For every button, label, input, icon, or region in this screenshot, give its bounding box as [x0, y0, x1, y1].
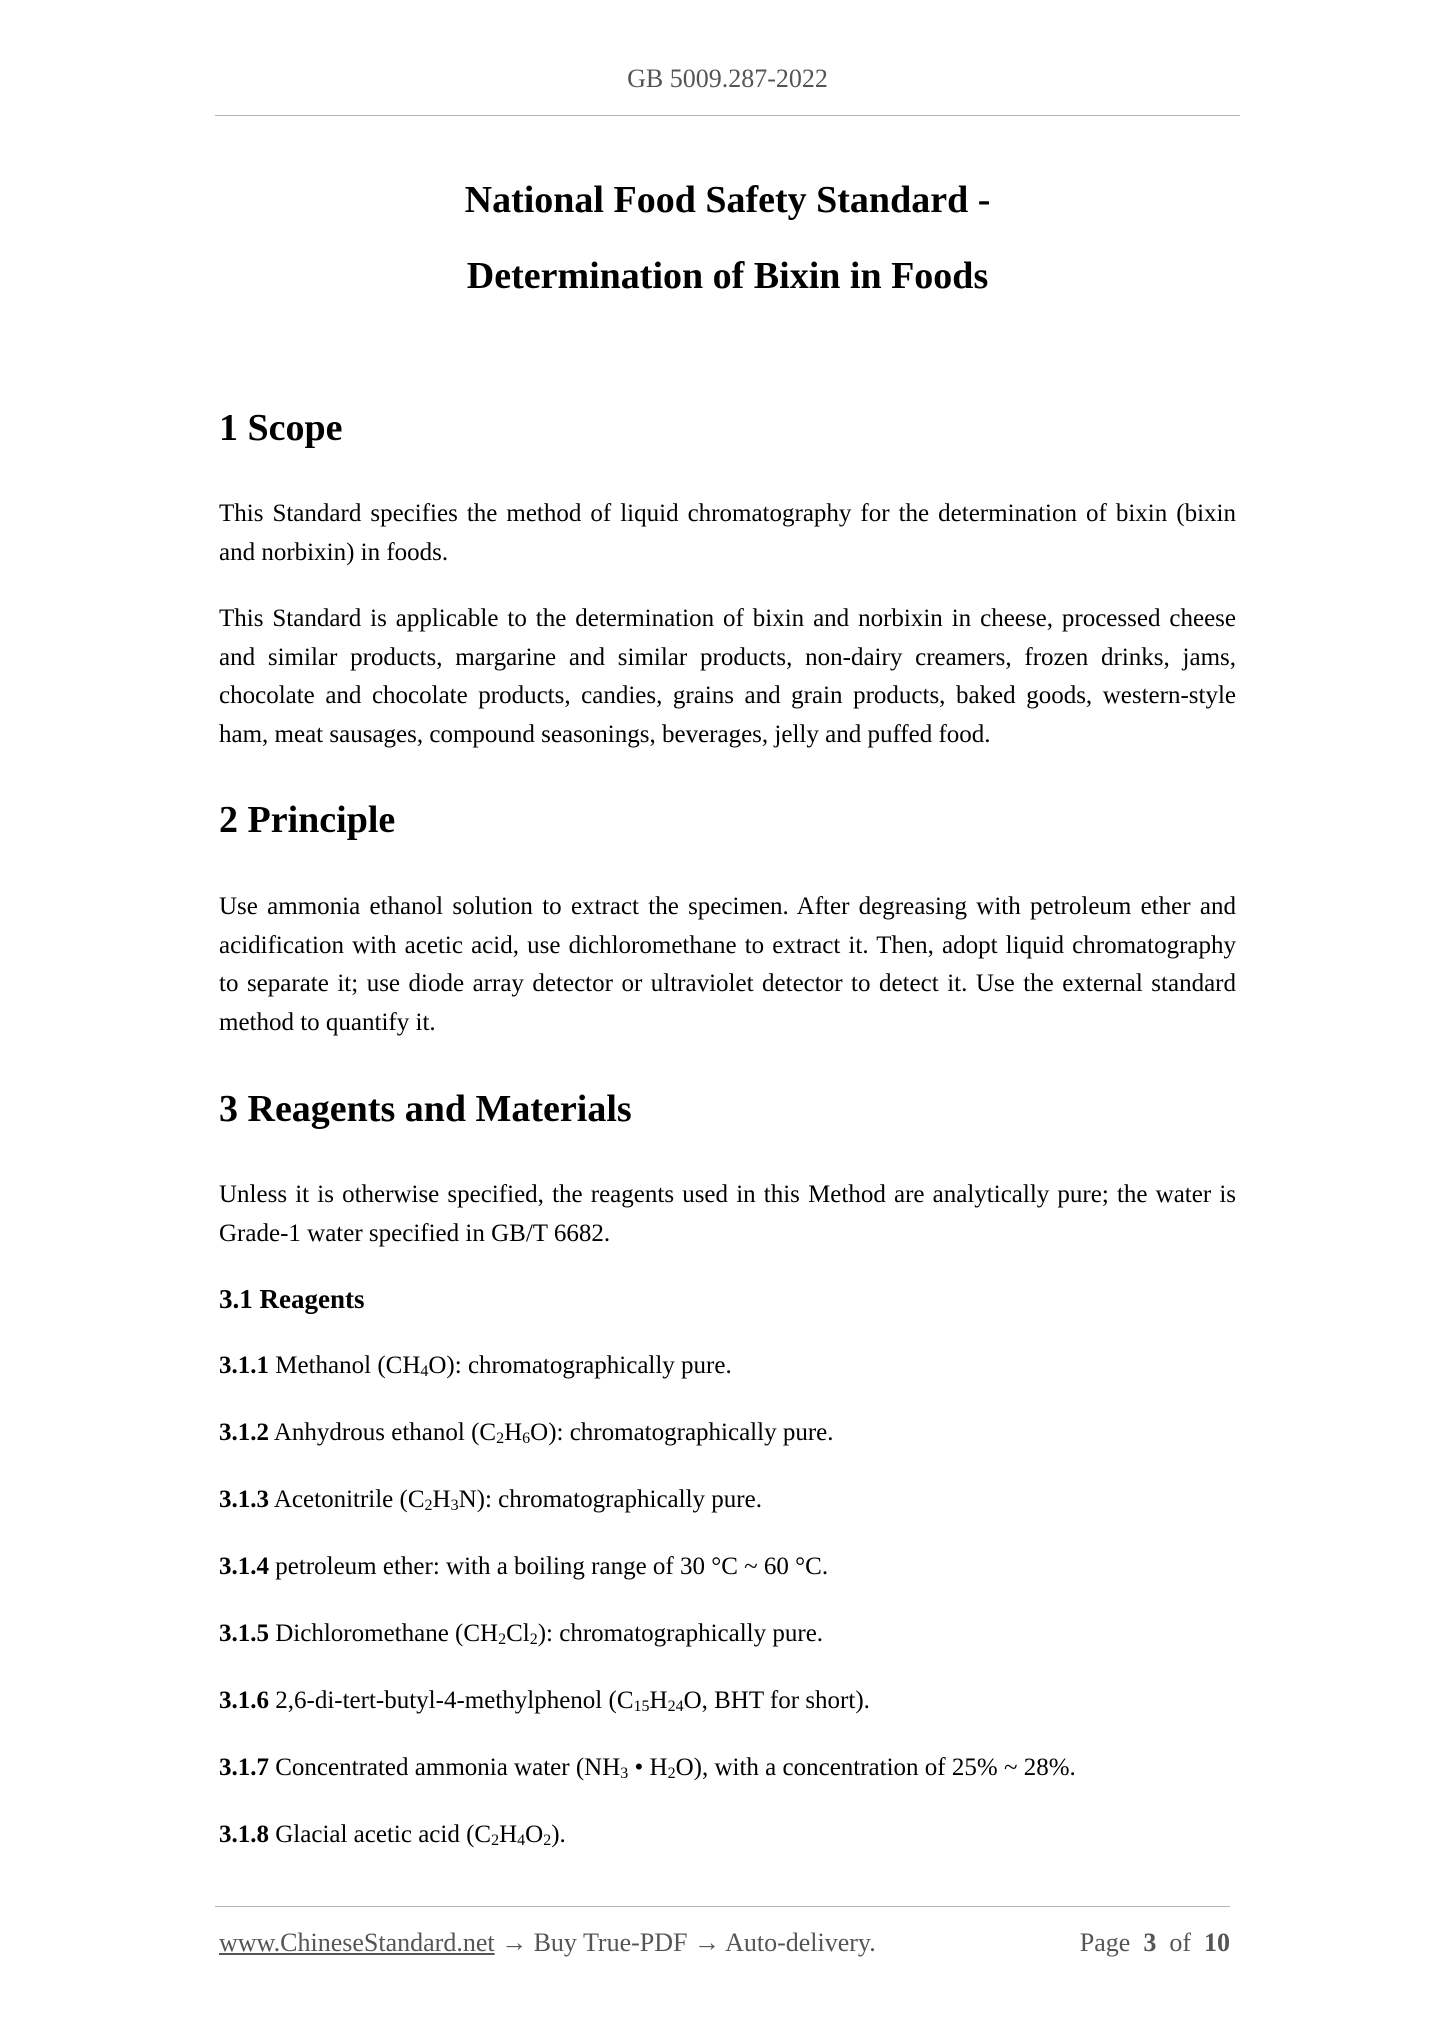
reagent-item: 3.1.5 Dichloromethane $(CH_2Cl_2)$: chromatographically pure. [219, 1620, 824, 1648]
document-title-line-2: Determination of Bixin in Foods [466, 255, 989, 297]
item-number: 3.1.1 [219, 1352, 269, 1379]
website-link[interactable]: www.ChineseStandard.net [219, 1928, 495, 1957]
item-number: 3.1.2 [219, 1419, 269, 1446]
footer-divider [215, 1906, 1230, 1907]
arrow-icon: → [687, 1928, 726, 1957]
reagent-item: 3.1.2 Anhydrous ethanol $(C_2H_6O)$: chromatographically pure. [219, 1419, 834, 1447]
item-number: 3.1.5 [219, 1620, 269, 1647]
reagent-item: 3.1.3 Acetonitrile $(C_2H_3N)$: chromatographically pure. [219, 1486, 762, 1514]
reagents-intro-paragraph: Unless it is otherwise specified, the reagents used in this Method are analytically pure; the water is Grade-1 water specified in GB/T 6682. [219, 1181, 1236, 1247]
reagent-item: 3.1.8 Glacial acetic acid $(C_2H_4O_2)$. [219, 1821, 566, 1849]
page-number: Page 3 of 10 [1079, 1928, 1230, 1957]
buy-pdf-text: Buy True-PDF [533, 1928, 688, 1957]
page-footer [219, 1927, 1230, 1958]
subsection-heading-reagents: 3.1 Reagents [219, 1284, 365, 1314]
item-number: 3.1.7 [219, 1754, 269, 1781]
auto-delivery-text: Auto-delivery. [725, 1928, 876, 1957]
header-divider [215, 115, 1240, 116]
item-number: 3.1.8 [219, 1821, 269, 1848]
reagent-item: 3.1.4 petroleum ether: with a boiling range of 30 °C ~ 60 °C. [219, 1553, 829, 1580]
item-number: 3.1.3 [219, 1486, 269, 1513]
reagent-item: 3.1.7 Concentrated ammonia water ($NH_3$ • $H_2O$), with a concentration of 25% ~ 28%. [219, 1754, 1076, 1782]
section-heading-reagents: 3 Reagents and Materials [219, 1088, 632, 1130]
section-heading-principle: 2 Principle [219, 799, 396, 841]
principle-paragraph: Use ammonia ethanol solution to extract the specimen. After degreasing with petroleum ether and acidification with acetic acid, use dichloromethane to extract it. Then, adopt liquid chromatography to separate it; use diode array detector or ultraviolet detector to detect it. Use the external standard method to quantify it. [219, 893, 1236, 1036]
document-title-line-1: National Food Safety Standard - [464, 179, 991, 221]
arrow-icon: → [494, 1928, 534, 1957]
item-number: 3.1.6 [219, 1687, 269, 1714]
scope-paragraph-1: This Standard specifies the method of liquid chromatography for the determination of bixin (bixin and norbixin) in foods. [219, 500, 1236, 566]
section-heading-scope: 1 Scope [219, 407, 343, 449]
item-number: 3.1.4 [219, 1553, 269, 1580]
reagent-item: 3.1.1 Methanol $(CH_4O)$: chromatographically pure. [219, 1352, 732, 1380]
reagent-item: 3.1.6 2,6-di-tert-butyl-4-methylphenol ($C_{15}H_{24}O$, BHT for short). [219, 1687, 870, 1715]
running-header: GB 5009.287-2022 [627, 64, 828, 93]
scope-paragraph-2: This Standard is applicable to the determination of bixin and norbixin in cheese, processed cheese and similar products, margarine and similar products, non-dairy creamers, frozen drinks, jams, chocolate and chocolate products, candies, grains and grain products, baked goods, western-style ham, meat sausages, compound seasonings, beverages, jelly and puffed food. [219, 605, 1236, 748]
